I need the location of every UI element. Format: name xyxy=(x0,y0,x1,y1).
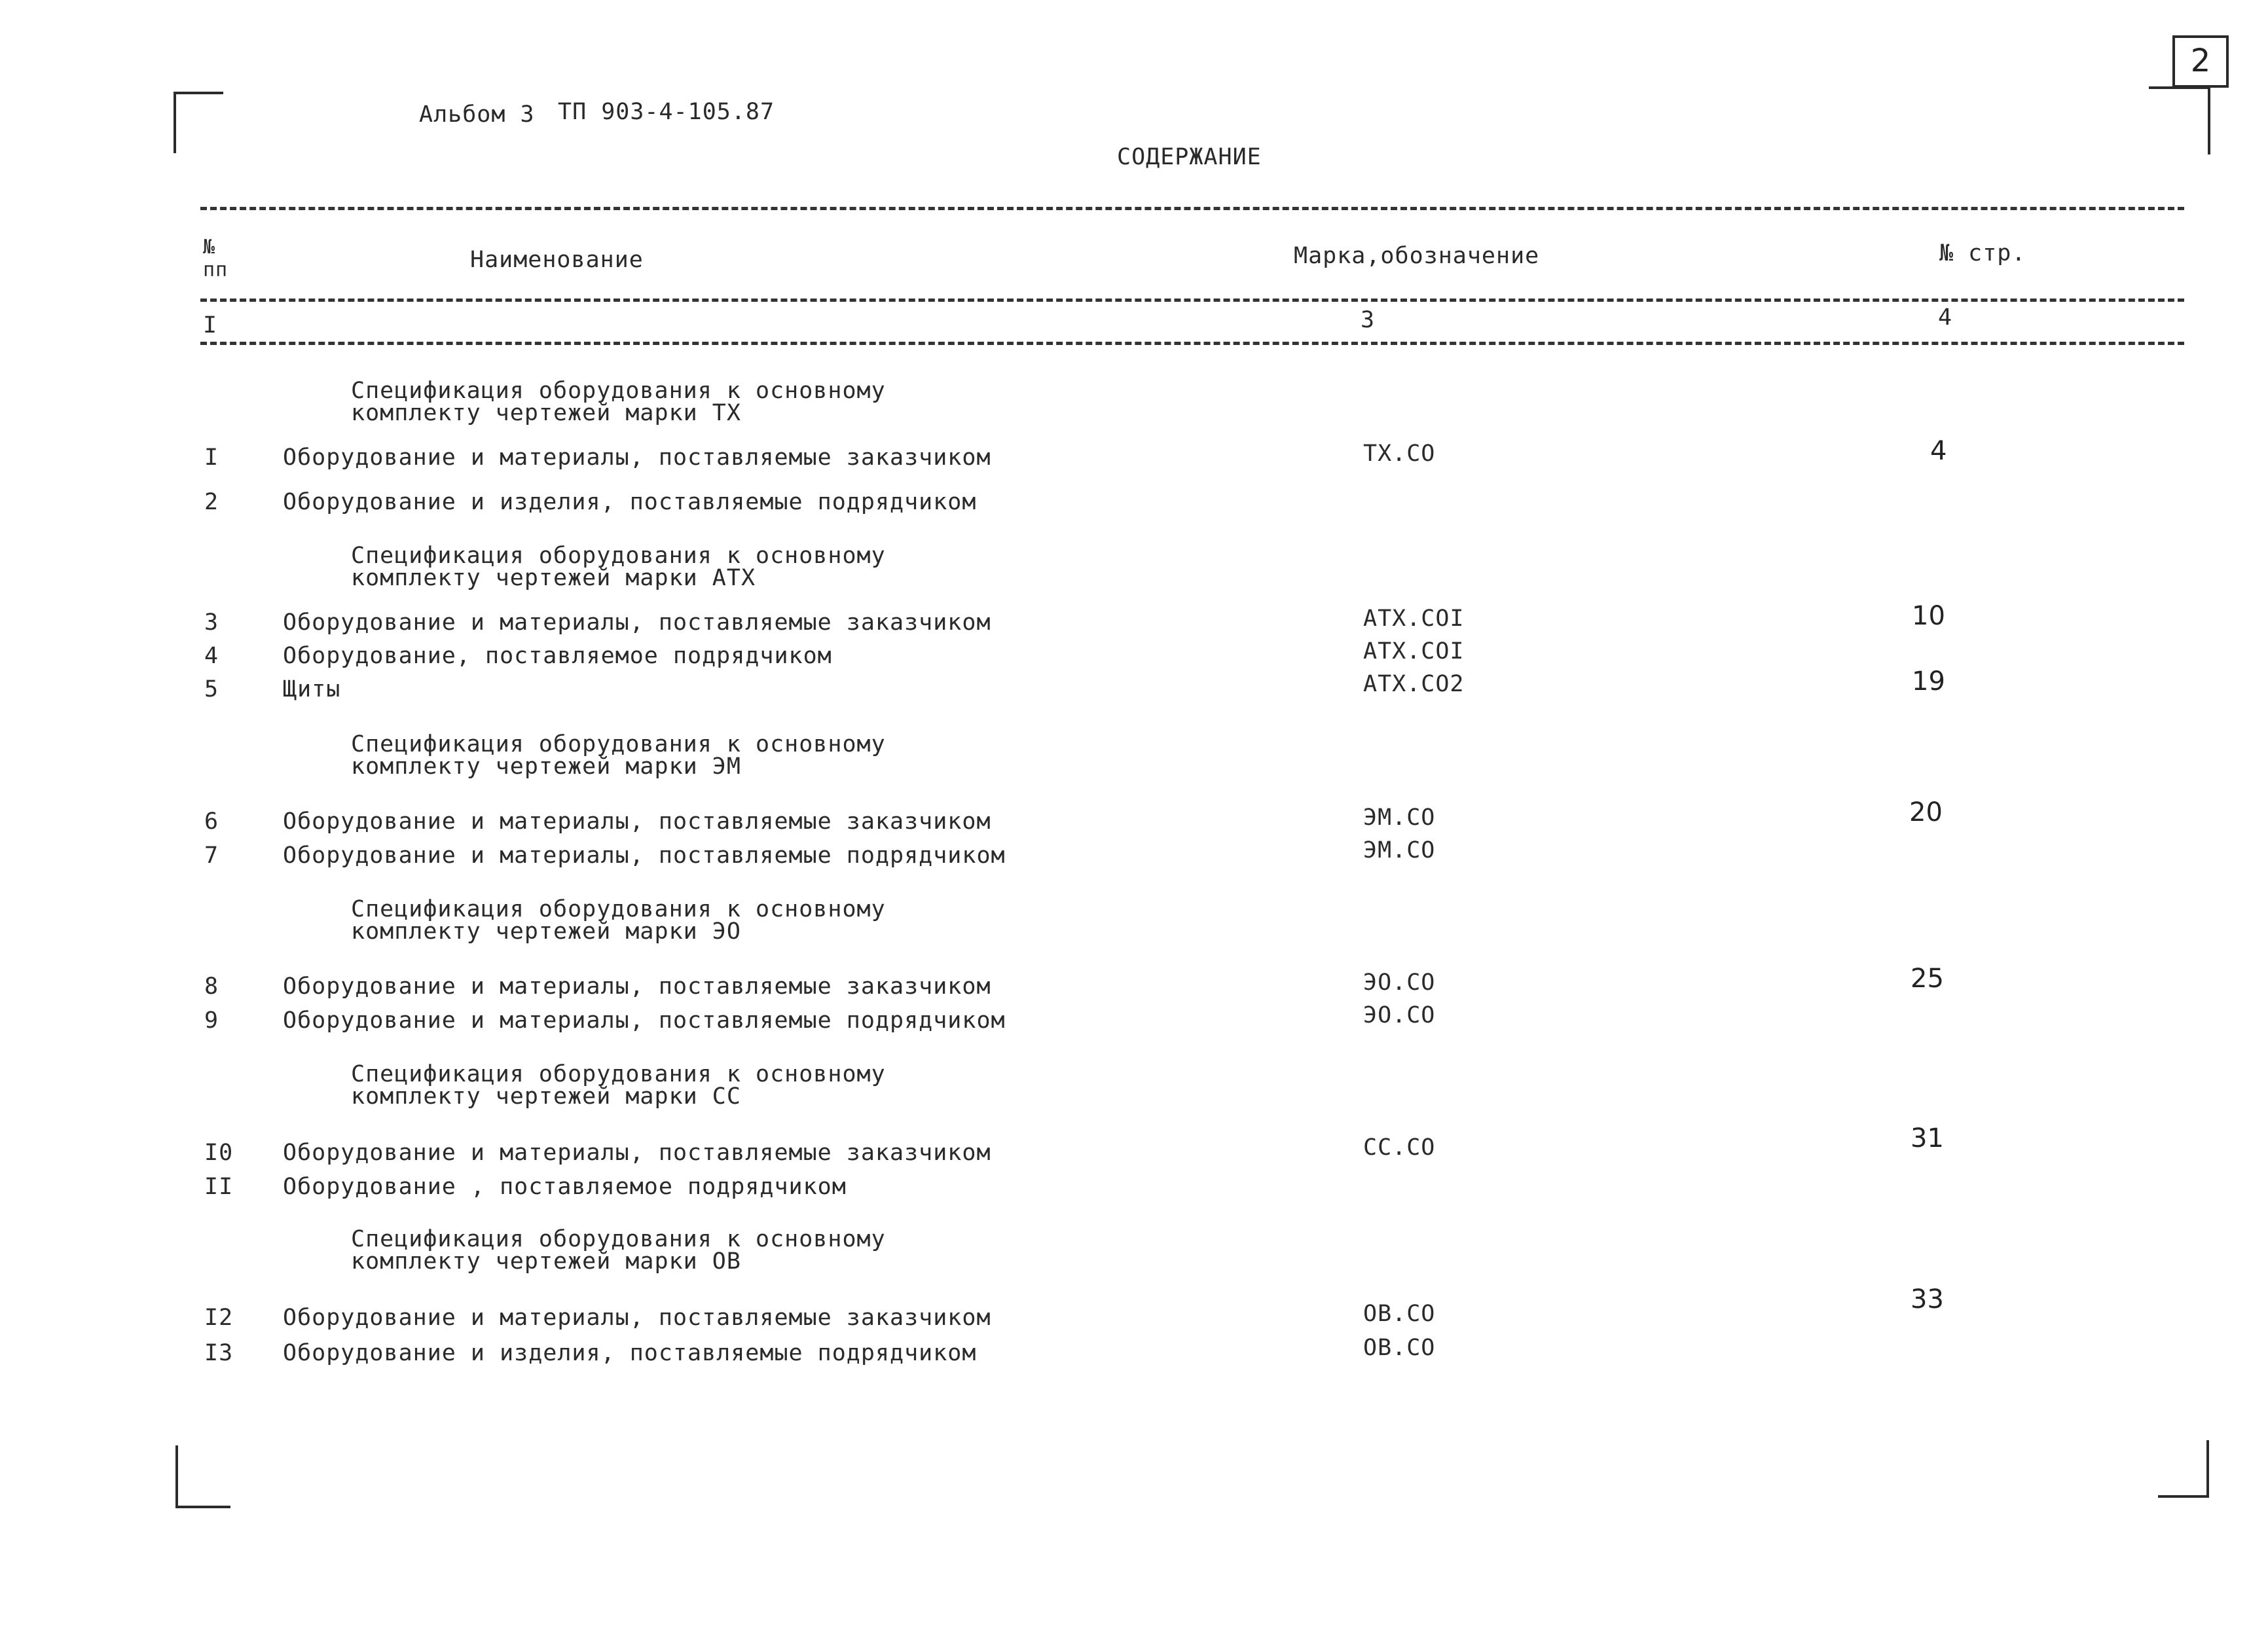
row-number: II xyxy=(204,1174,234,1200)
row-number: 8 xyxy=(204,973,219,1000)
row-name: Оборудование и материалы, поставляемые заказчиком xyxy=(283,808,991,835)
album-label: Альбом 3 xyxy=(419,101,535,128)
row-number: I2 xyxy=(204,1305,234,1331)
row-mark: АТХ.СОI xyxy=(1363,606,1465,632)
row-mark: ЭМ.СО xyxy=(1363,805,1436,831)
section-title-line1: Спецификация оборудования к основному xyxy=(351,1226,886,1252)
column-header-number: № xyxy=(203,236,216,259)
row-name: Оборудование и изделия, поставляемые подрядчиком xyxy=(283,489,977,515)
section-title-line1: Спецификация оборудования к основному xyxy=(351,378,886,404)
section-title-line2: комплекту чертежей марки ЭМ xyxy=(351,753,741,780)
column-number-4: 4 xyxy=(1938,304,1953,331)
row-mark: СС.СО xyxy=(1363,1134,1436,1161)
row-number: I0 xyxy=(204,1140,234,1166)
section-title-line1: Спецификация оборудования к основному xyxy=(351,731,886,757)
row-name: Щиты xyxy=(283,676,341,702)
row-number: 2 xyxy=(204,489,219,515)
row-mark: АТХ.СОI xyxy=(1363,638,1465,664)
row-name: Оборудование и изделия, поставляемые подрядчиком xyxy=(283,1340,977,1366)
row-mark: ОВ.СО xyxy=(1363,1301,1436,1327)
column-header-page: № стр. xyxy=(1939,240,2026,266)
header-rule-bottom xyxy=(200,342,2184,345)
page-title: СОДЕРЖАНИЕ xyxy=(1117,144,1262,170)
row-mark: АТХ.СО2 xyxy=(1363,671,1465,697)
row-number: 4 xyxy=(204,643,219,669)
row-number: 3 xyxy=(204,609,219,636)
row-name: Оборудование и материалы, поставляемые заказчиком xyxy=(283,1305,991,1331)
row-name: Оборудование и материалы, поставляемые подрядчиком xyxy=(283,843,1006,869)
column-number-1: I xyxy=(203,312,218,338)
row-page: 4 xyxy=(1930,436,1947,466)
column-number-3: 3 xyxy=(1361,307,1376,333)
row-number: 9 xyxy=(204,1007,219,1034)
row-name: Оборудование, поставляемое подрядчиком xyxy=(283,643,832,669)
row-mark: ОВ.СО xyxy=(1363,1335,1436,1361)
corner-mark-bottom-left-h xyxy=(175,1506,230,1508)
section-title-line2: комплекту чертежей марки ЭО xyxy=(351,918,741,945)
column-header-number-sub: пп xyxy=(203,259,229,281)
row-number: 7 xyxy=(204,843,219,869)
row-name: Оборудование и материалы, поставляемые заказчиком xyxy=(283,444,991,471)
project-code: ТП 903-4-105.87 xyxy=(558,99,775,125)
row-mark: ЭО.СО xyxy=(1363,1002,1436,1028)
row-name: Оборудование и материалы, поставляемые заказчиком xyxy=(283,1140,991,1166)
page-number-box xyxy=(2172,35,2229,88)
row-mark: ЭМ.СО xyxy=(1363,837,1436,863)
corner-mark-bottom-left-v xyxy=(175,1445,178,1508)
corner-mark-bottom-right-v xyxy=(2206,1440,2209,1498)
row-name: Оборудование , поставляемое подрядчиком xyxy=(283,1174,847,1200)
row-name: Оборудование и материалы, поставляемые заказчиком xyxy=(283,973,991,1000)
row-page: 25 xyxy=(1911,964,1944,994)
section-title-line1: Спецификация оборудования к основному xyxy=(351,896,886,922)
row-number: I3 xyxy=(204,1340,234,1366)
section-title-line2: комплекту чертежей марки ОВ xyxy=(351,1248,741,1275)
row-page: 20 xyxy=(1909,797,1943,827)
row-name: Оборудование и материалы, поставляемые заказчиком xyxy=(283,609,991,636)
column-header-name: Наименование xyxy=(470,247,644,273)
section-title-line1: Спецификация оборудования к основному xyxy=(351,543,886,569)
section-title-line2: комплекту чертежей марки АТХ xyxy=(351,565,756,591)
section-title-line2: комплекту чертежей марки ТХ xyxy=(351,400,741,426)
corner-mark-top-right-v xyxy=(2208,89,2210,154)
row-number: I xyxy=(204,444,219,471)
row-number: 6 xyxy=(204,808,219,835)
corner-mark-top-left-h xyxy=(174,92,223,94)
row-page: 33 xyxy=(1911,1284,1944,1314)
row-page: 19 xyxy=(1912,666,1945,697)
row-mark: ЭО.СО xyxy=(1363,969,1436,996)
row-page: 10 xyxy=(1912,601,1945,631)
corner-mark-top-left-v xyxy=(174,92,176,153)
section-title-line1: Спецификация оборудования к основному xyxy=(351,1061,886,1087)
row-mark: ТХ.СО xyxy=(1363,441,1436,467)
row-name: Оборудование и материалы, поставляемые подрядчиком xyxy=(283,1007,1006,1034)
column-header-mark: Марка,обозначение xyxy=(1294,243,1540,269)
row-number: 5 xyxy=(204,676,219,702)
row-page: 31 xyxy=(1911,1123,1944,1153)
corner-mark-bottom-right-h xyxy=(2158,1495,2209,1498)
header-rule-top xyxy=(200,207,2184,210)
header-rule-middle xyxy=(200,299,2184,302)
page-number: 2 xyxy=(2190,43,2211,79)
section-title-line2: комплекту чертежей марки СС xyxy=(351,1083,741,1110)
